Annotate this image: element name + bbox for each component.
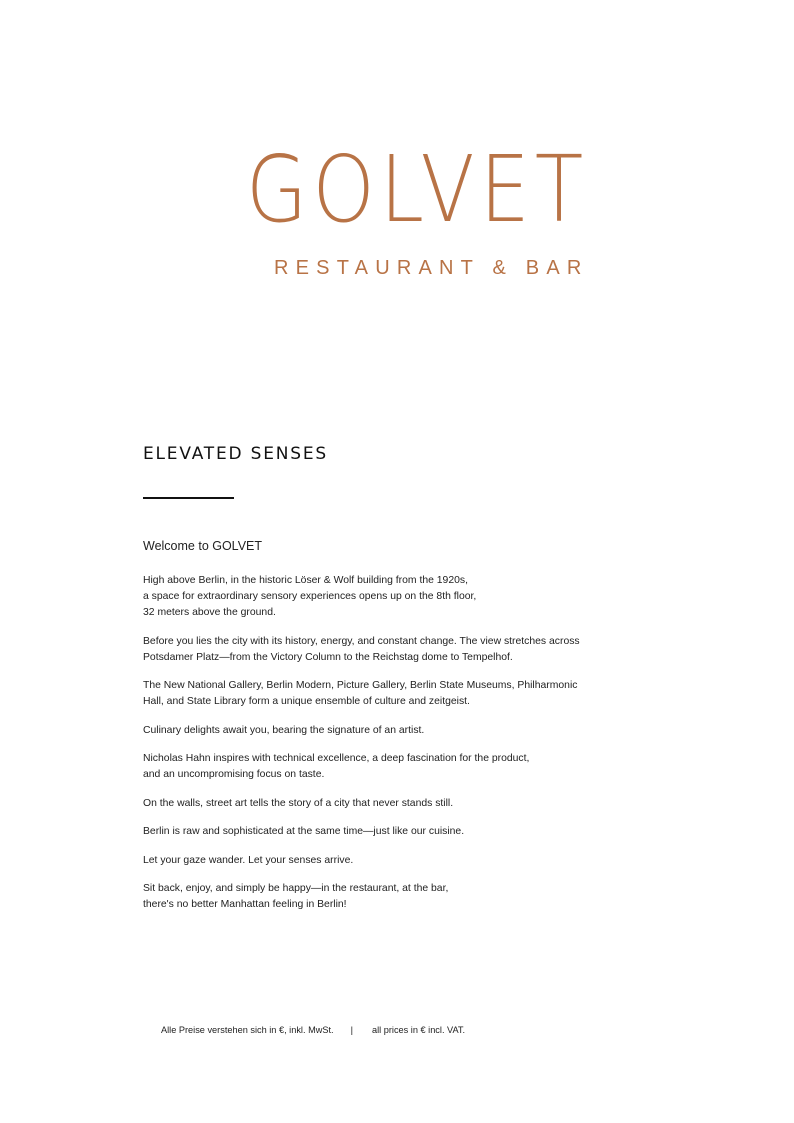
text-line: 32 meters above the ground.: [143, 607, 276, 618]
text-line: On the walls, street art tells the story of a city that never stands still.: [143, 797, 454, 809]
paragraph: [143, 796, 703, 812]
text-line: there's no better Manhattan feeling in Berlin!: [143, 899, 347, 910]
text-line: The New National Gallery, Berlin Modern, Picture Gallery, Berlin State Museums, Philharmonic: [143, 680, 578, 691]
text-line: and an uncompromising focus on taste.: [143, 769, 325, 780]
text-line: High above Berlin, in the historic Löser & Wolf building from the 1920s,: [143, 575, 468, 586]
price-note-german: Alle Preise verstehen sich in €, inkl. MwSt.: [161, 1025, 334, 1035]
paragraph: [143, 751, 703, 783]
paragraph: [143, 573, 703, 621]
paragraph: [143, 678, 703, 710]
text-line: Potsdamer Platz—from the Victory Column to the Reichstag dome to Tempelhof.: [143, 651, 513, 663]
text-line: Nicholas Hahn inspires with technical excellence, a deep fascination for the product,: [143, 753, 530, 764]
paragraph: [143, 881, 703, 913]
page-heading: ELEVATED SENSES: [143, 444, 328, 464]
text-line: Hall, and State Library form a unique ensemble of culture and zeitgeist.: [143, 696, 470, 707]
golvet-logo: [0, 136, 794, 290]
text-line: Before you lies the city with its history, energy, and constant change. The view stretches across: [143, 635, 580, 647]
text-line: Sit back, enjoy, and simply be happy—in the restaurant, at the bar,: [143, 883, 449, 894]
paragraph: [143, 853, 703, 869]
text-line: Culinary delights await you, bearing the signature of an artist.: [143, 724, 425, 736]
intro-text: [143, 573, 703, 926]
paragraph: [143, 723, 703, 739]
logo-tagline: RESTAURANT & BAR: [274, 257, 589, 279]
welcome-title: Welcome to GOLVET: [143, 539, 263, 553]
price-note-separator: |: [350, 1025, 353, 1035]
text-line: Berlin is raw and sophisticated at the same time—just like our cuisine.: [143, 826, 465, 837]
paragraph: [143, 824, 703, 840]
paragraph: [143, 634, 703, 666]
price-note-english: all prices in € incl. VAT.: [371, 1025, 466, 1035]
heading-divider: [143, 497, 234, 499]
text-line: Let your gaze wander. Let your senses arrive.: [143, 854, 354, 866]
text-line: a space for extraordinary sensory experiences opens up on the 8th floor,: [143, 591, 477, 602]
price-note: [161, 1023, 465, 1037]
logo-wordmark: GOLVET: [246, 136, 589, 243]
